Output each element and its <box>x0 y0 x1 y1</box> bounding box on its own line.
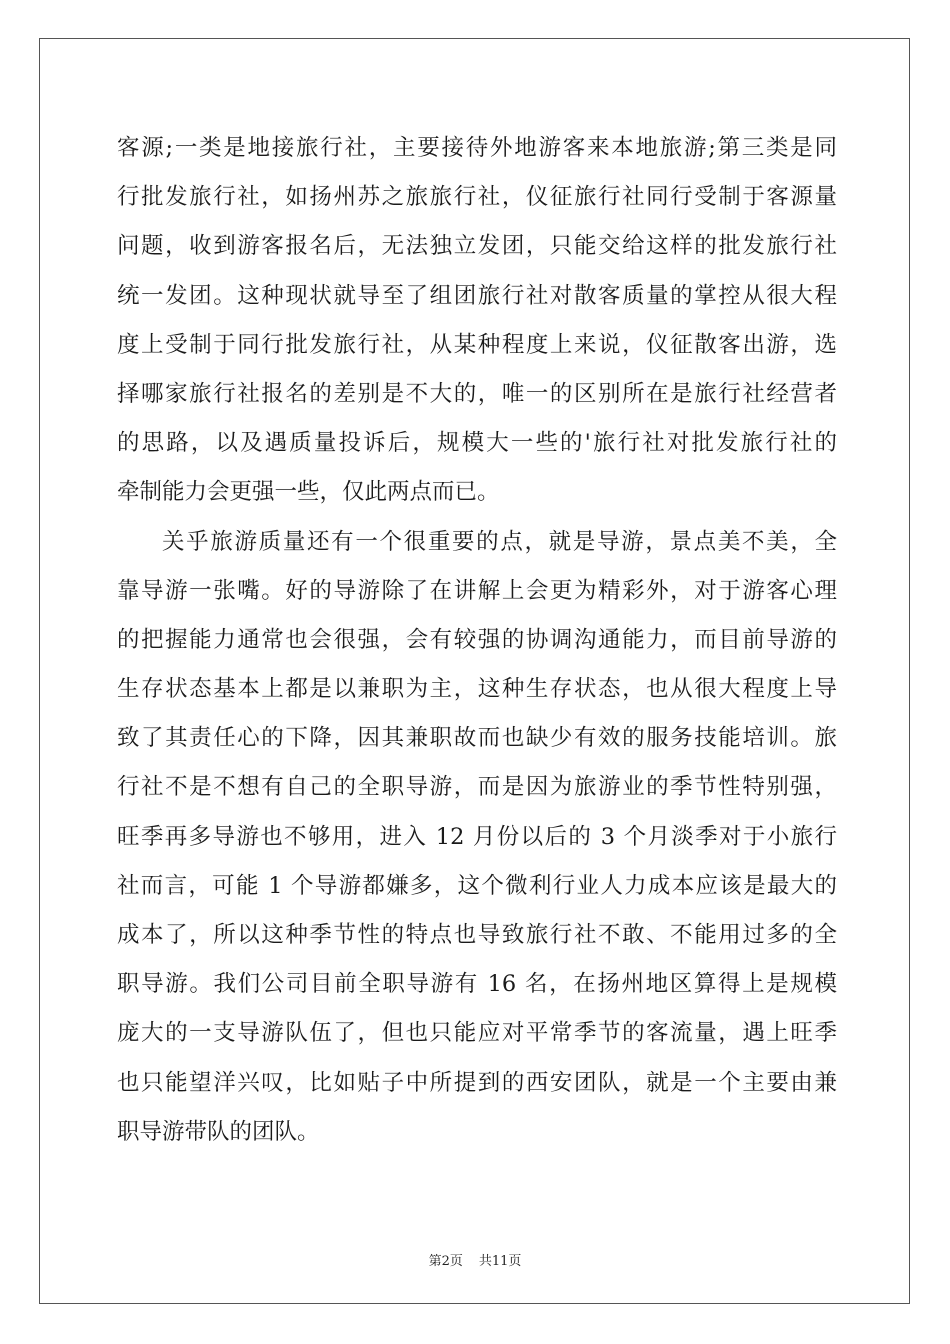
total-pages: 共11页 <box>478 1254 522 1269</box>
page-number: 第2页 <box>428 1254 463 1269</box>
text-line: 职导游带队的团队。 <box>117 1118 320 1145</box>
text-line: 牵制能力会更强一些，仅此两点而已。 <box>117 479 500 506</box>
text-line: 统一发团。这种现状就导至了组团旅行社对散客质量的掌控从很大程 <box>117 282 837 309</box>
text-line: 旺季再多导游也不够用，进入 12 月份以后的 3 个月淡季对于小旅行 <box>117 823 837 850</box>
text-line: 职导游。我们公司目前全职导游有 16 名，在扬州地区算得上是规模 <box>117 971 837 998</box>
page-footer <box>0 1250 950 1269</box>
text-line: 靠导游一张嘴。好的导游除了在讲解上会更为精彩外，对于游客心理 <box>117 577 837 604</box>
text-line: 度上受制于同行批发旅行社，从某种程度上来说，仪征散客出游，选 <box>117 331 837 358</box>
text-line: 的思路，以及遇质量投诉后，规模大一些的'旅行社对批发旅行社的 <box>117 430 837 457</box>
text-line: 问题，收到游客报名后，无法独立发团，只能交给这样的批发旅行社 <box>117 233 837 260</box>
text-line: 行社不是不想有自己的全职导游，而是因为旅游业的季节性特别强， <box>117 774 837 801</box>
text-line: 成本了，所以这种季节性的特点也导致旅行社不敢、不能用过多的全 <box>117 922 837 948</box>
text-line: 庞大的一支导游队伍了，但也只能应对平常季节的客流量，遇上旺季 <box>117 1020 837 1047</box>
text-line: 关乎旅游质量还有一个很重要的点，就是导游，景点美不美，全 <box>162 528 837 555</box>
text-line: 客源;一类是地接旅行社，主要接待外地游客来本地旅游;第三类是同 <box>117 135 837 161</box>
text-line: 也只能望洋兴叹，比如贴子中所提到的西安团队，就是一个主要由兼 <box>117 1069 837 1096</box>
text-line: 生存状态基本上都是以兼职为主，这种生存状态，也从很大程度上导 <box>117 676 837 703</box>
text-line: 致了其责任心的下降，因其兼职故而也缺少有效的服务技能培训。旅 <box>117 725 837 752</box>
text-line: 择哪家旅行社报名的差别是不大的，唯一的区别所在是旅行社经营者 <box>117 380 837 407</box>
text-line: 的把握能力通常也会很强，会有较强的协调沟通能力，而目前导游的 <box>117 626 837 653</box>
text-line: 行批发旅行社，如扬州苏之旅旅行社，仪征旅行社同行受制于客源量 <box>117 184 837 211</box>
text-line: 社而言，可能 1 个导游都嫌多，这个微利行业人力成本应该是最大的 <box>117 872 837 899</box>
document-body <box>117 124 837 1157</box>
